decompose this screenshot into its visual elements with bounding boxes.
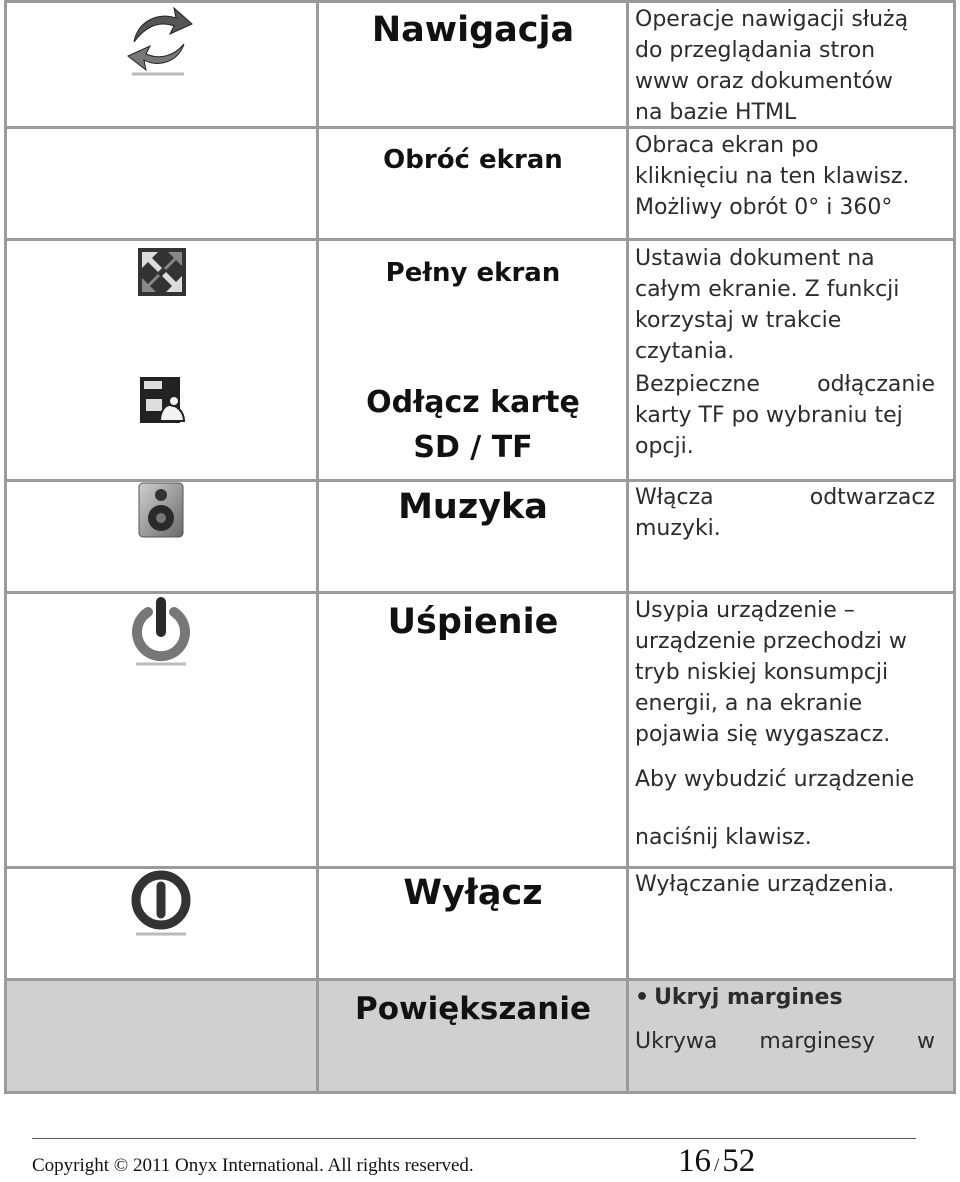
desc-line: tryb niskiej konsumpcji bbox=[635, 660, 889, 685]
desc-line: czytania. bbox=[635, 339, 735, 364]
grid-line bbox=[4, 0, 7, 1093]
desc-line: Możliwy obrót 0° i 360° bbox=[635, 195, 893, 220]
desc-line: korzystaj w trakcie bbox=[635, 308, 842, 333]
row-desc-muzyka bbox=[635, 482, 935, 544]
grid-line bbox=[626, 0, 629, 1093]
desc-line: kliknięciu na ten klawisz. bbox=[635, 164, 910, 189]
grid-line bbox=[4, 238, 956, 241]
desc-word: Bezpieczne bbox=[635, 372, 760, 397]
desc-line: Aby wybudzić urządzenie bbox=[635, 767, 915, 792]
desc-line bbox=[635, 482, 935, 513]
desc-line: całym ekranie. Z funkcji bbox=[635, 277, 900, 302]
desc-word: Włącza bbox=[635, 485, 714, 510]
desc-word: odtwarzacz bbox=[809, 485, 935, 510]
desc-line: na bazie HTML bbox=[635, 100, 797, 125]
bullet-glyph: • bbox=[635, 985, 650, 1010]
sd-card-eject-icon bbox=[136, 375, 188, 427]
desc-word: w bbox=[917, 1029, 935, 1054]
desc-line: Operacje nawigacji służą bbox=[635, 7, 909, 32]
page-number bbox=[678, 1143, 755, 1180]
desc-line bbox=[635, 1026, 935, 1057]
desc-line bbox=[635, 369, 935, 400]
grid-line bbox=[316, 0, 319, 1093]
title-line: SD / TF bbox=[413, 430, 533, 465]
grid-line bbox=[4, 0, 956, 3]
desc-line: karty TF po wybraniu tej bbox=[635, 403, 903, 428]
row-desc-pelny-ekran bbox=[635, 243, 935, 367]
desc-word: marginesy bbox=[759, 1029, 875, 1054]
grid-line bbox=[4, 978, 956, 981]
row-desc-nawigacja bbox=[635, 4, 935, 128]
grid-line bbox=[4, 1091, 956, 1094]
row-title-wylacz: Wyłącz bbox=[403, 873, 543, 913]
row-desc-odlacz-karte bbox=[635, 369, 935, 462]
desc-word: odłączanie bbox=[817, 372, 935, 397]
footer-rule bbox=[32, 1138, 916, 1139]
desc-line: Wyłączanie urządzenia. bbox=[635, 872, 895, 897]
speaker-icon bbox=[138, 482, 184, 538]
desc-line: muzyki. bbox=[635, 516, 721, 541]
page-current: 16 bbox=[678, 1143, 711, 1179]
bullet-text: Ukryj margines bbox=[654, 985, 843, 1010]
row-desc-powiekszanie bbox=[635, 982, 935, 1057]
row-desc-uspienie bbox=[635, 595, 935, 750]
row-desc-wylacz bbox=[635, 869, 935, 900]
row-title-powiekszanie: Powiększanie bbox=[354, 991, 592, 1027]
desc-line: urządzenie przechodzi w bbox=[635, 629, 907, 654]
page-separator: / bbox=[714, 1155, 720, 1176]
power-icon bbox=[128, 596, 194, 668]
title-line: Odłącz kartę bbox=[366, 385, 580, 420]
desc-line: pojawia się wygaszacz. bbox=[635, 722, 891, 747]
page-total: 52 bbox=[722, 1143, 756, 1179]
desc-line: energii, a na ekranie bbox=[635, 691, 863, 716]
row-title-pelny-ekran: Pełny ekran bbox=[385, 258, 561, 288]
row-title-obroc-ekran: Obróć ekran bbox=[383, 145, 563, 175]
desc-line: Ustawia dokument na bbox=[635, 246, 875, 271]
desc-word: Ukrywa bbox=[635, 1029, 718, 1054]
desc-line: naciśnij klawisz. bbox=[635, 825, 812, 850]
desc-line: Usypia urządzenie – bbox=[635, 598, 855, 623]
desc-line: Obraca ekran po bbox=[635, 133, 819, 158]
grid-line bbox=[4, 591, 956, 594]
fullscreen-icon bbox=[136, 246, 188, 298]
power-off-icon bbox=[128, 868, 194, 938]
row-desc-uspienie-extra bbox=[635, 822, 935, 853]
row-title-nawigacja: Nawigacja bbox=[371, 10, 575, 50]
row-desc-uspienie-extra bbox=[635, 764, 935, 795]
row-title-muzyka: Muzyka bbox=[398, 487, 548, 527]
bullet-item bbox=[635, 982, 935, 1013]
grid-line bbox=[953, 0, 956, 1093]
row-title-odlacz-karte bbox=[320, 380, 626, 470]
row-title-uspienie: Uśpienie bbox=[387, 602, 559, 642]
desc-line: www oraz dokumentów bbox=[635, 69, 893, 94]
desc-line: do przeglądania stron bbox=[635, 38, 876, 63]
navigation-arrows-icon bbox=[124, 4, 194, 76]
copyright-notice: Copyright © 2011 Onyx International. All rights reserved. bbox=[32, 1155, 474, 1176]
row-desc-obroc-ekran bbox=[635, 130, 935, 223]
desc-line: opcji. bbox=[635, 434, 694, 459]
